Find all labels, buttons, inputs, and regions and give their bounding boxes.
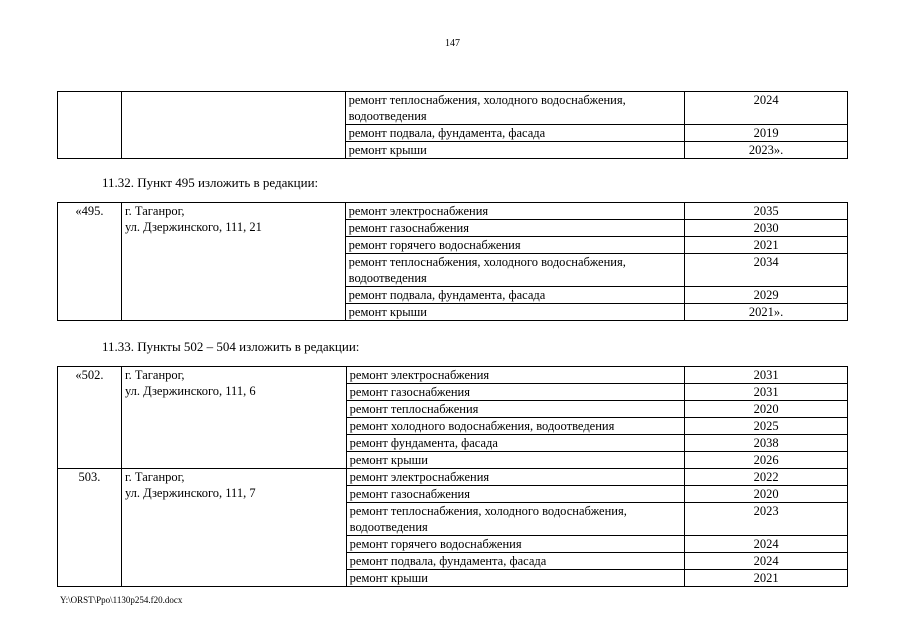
year-cell: 2034 [685, 254, 848, 287]
address-city: г. Таганрог, [124, 470, 185, 484]
continuation-table [57, 91, 848, 159]
address-cell [121, 92, 345, 159]
table-row [58, 469, 848, 486]
address-street: ул. Дзержинского, 111, 7 [124, 486, 256, 500]
year-cell: 2023». [685, 142, 848, 159]
year-cell: 2031 [685, 367, 848, 384]
year-cell: 2029 [685, 287, 848, 304]
work-cell: ремонт холодного водоснабжения, водоотведения [346, 418, 685, 435]
year-cell: 2035 [685, 203, 848, 220]
year-cell: 2024 [685, 536, 848, 553]
work-cell: ремонт электроснабжения [346, 367, 685, 384]
table-row [58, 92, 848, 125]
year-cell: 2022 [685, 469, 848, 486]
year-cell: 2020 [685, 486, 848, 503]
work-cell: ремонт теплоснабжения [346, 401, 685, 418]
year-cell: 2024 [685, 92, 848, 125]
year-cell: 2026 [685, 452, 848, 469]
work-cell: ремонт крыши [345, 142, 685, 159]
work-cell: ремонт крыши [346, 570, 685, 587]
work-cell: ремонт газоснабжения [346, 486, 685, 503]
work-cell: ремонт горячего водоснабжения [346, 536, 685, 553]
year-cell: 2025 [685, 418, 848, 435]
year-cell: 2038 [685, 435, 848, 452]
address-street: ул. Дзержинского, 111, 6 [124, 384, 256, 398]
work-cell: ремонт подвала, фундамента, фасада [345, 125, 685, 142]
paragraph-11-32: 11.32. Пункт 495 изложить в редакции: [102, 175, 319, 190]
year-cell: 2021». [685, 304, 848, 321]
year-cell: 2021 [685, 570, 848, 587]
work-cell: ремонт подвала, фундамента, фасада [345, 287, 685, 304]
year-cell: 2031 [685, 384, 848, 401]
address-cell [121, 367, 346, 469]
address-city: г. Таганрог, [124, 368, 185, 382]
year-cell: 2021 [685, 237, 848, 254]
address-street: ул. Дзержинского, 111, 21 [124, 220, 262, 234]
work-cell: ремонт газоснабжения [346, 384, 685, 401]
work-cell: ремонт электроснабжения [345, 203, 685, 220]
items-502-504-table [57, 366, 848, 587]
year-cell: 2023 [685, 503, 848, 536]
num-cell [58, 92, 122, 159]
address-city: г. Таганрог, [124, 204, 185, 218]
work-cell: ремонт подвала, фундамента, фасада [346, 553, 685, 570]
year-cell: 2030 [685, 220, 848, 237]
address-cell [121, 469, 346, 587]
year-cell: 2024 [685, 553, 848, 570]
work-cell: ремонт газоснабжения [345, 220, 685, 237]
work-cell: ремонт горячего водоснабжения [345, 237, 685, 254]
work-cell: ремонт крыши [345, 304, 685, 321]
work-cell: ремонт крыши [346, 452, 685, 469]
item-number: 503. [58, 469, 122, 587]
paragraph-11-33: 11.33. Пункты 502 – 504 изложить в редакции: [102, 339, 360, 354]
work-cell: ремонт теплоснабжения, холодного водоснабжения, водоотведения [345, 92, 685, 125]
year-cell: 2020 [685, 401, 848, 418]
year-cell: 2019 [685, 125, 848, 142]
table-row [58, 367, 848, 384]
item-495-table [57, 202, 848, 321]
address-cell [121, 203, 345, 321]
item-number: «502. [58, 367, 122, 469]
file-path-footer: Y:\ORST\Ppo\1130p254.f20.docx [60, 595, 183, 605]
work-cell: ремонт электроснабжения [346, 469, 685, 486]
work-cell: ремонт теплоснабжения, холодного водоснабжения, водоотведения [346, 503, 685, 536]
table-row [58, 203, 848, 220]
work-cell: ремонт фундамента, фасада [346, 435, 685, 452]
work-cell: ремонт теплоснабжения, холодного водоснабжения, водоотведения [345, 254, 685, 287]
item-number: «495. [58, 203, 122, 321]
page-number: 147 [445, 38, 460, 49]
